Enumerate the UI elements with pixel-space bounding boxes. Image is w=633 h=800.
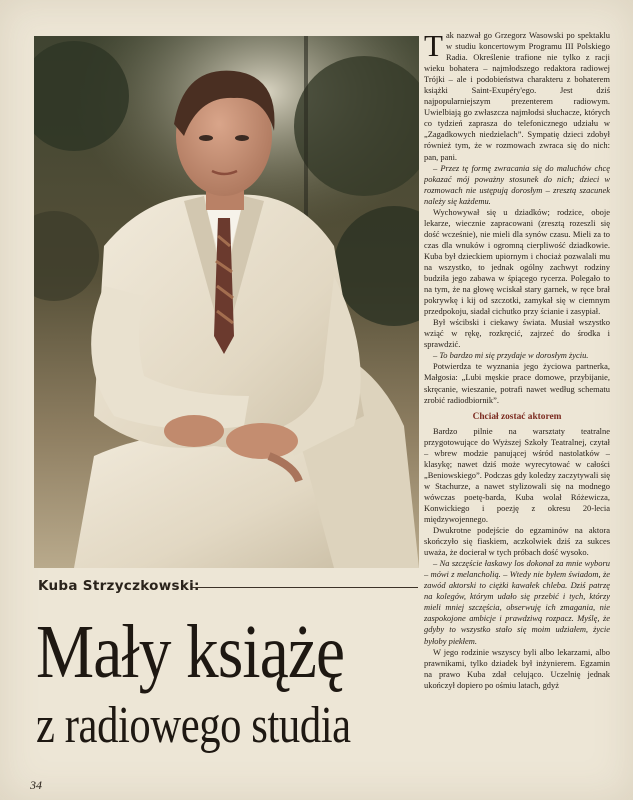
article-kicker: Kuba Strzyczkowski:: [38, 578, 200, 594]
paragraph-quote: – Na szczęście łaskawy los dokonał za mnie wyboru – mówi z melancholią. – Wtedy nie byłem świadom, że zawód aktorski to ciężki kawałek chleba. Dziś patrzę na kolegów, którym udało się przebić i tych, którzy mieli mniej szczęścia, obserwuję ich zmagania, nie zaspokojone ambicje i prawdziwą rozpacz. Myślę, że gdyby to wszystko stało się moim udziałem, życie byłoby piekłem.: [424, 558, 610, 646]
paragraph-quote: – To bardzo mi się przydaje w dorosłym życiu.: [433, 350, 589, 361]
paragraph-quote: – Przez tę formę zwracania się do maluchów chcę pokazać mój poważny stosunek do nich; dzieci w rozmowach nie ustępują dorosłym – zresztą szacunek należy się każdemu.: [424, 162, 610, 206]
paragraph: Dwukrotne podejście do egzaminów na aktora skończyło się fiaskiem, aczkolwiek dziś za sukces uważa, że docierał w tych próbach dość wysoko.: [424, 525, 610, 558]
paragraph: Potwierdza te wyznania jego życiowa partnerka, Małgosia: „Lubi męskie prace domowe, przybijanie, skręcanie, wieszanie, potrafi nawet według schematu zrobić radiodbiornik”.: [424, 361, 610, 405]
article-column: [424, 30, 610, 794]
headline-line-2: z radiowego studia: [36, 697, 351, 754]
kicker-rule: [192, 587, 418, 588]
paragraph-text: ak nazwał go Grzegorz Wasowski po spektaklu w studiu koncertowym Programu III Polskiego Radia. Określenie trafione nie tylko z racji wieku bohatera – najmłodszego redaktora radiowej Trójki – ale i podobieństwa charakteru z bohaterem książki Saint-Exupéry'ego. Jest dziś najpopularniejszym prezenterem radiowym. Uwielbiają go zwłaszcza najmłodsi słuchacze, których co tydzień zaprasza do telefonicznego udziału w „Zagadkowych niedzielach”. Sympatię dzieci zdobył również tym, że w rozmowach zwraca się do nich: pan, pani.: [424, 30, 610, 162]
dropcap: T: [424, 30, 443, 63]
portrait-photo: [34, 36, 419, 568]
paragraph-lead: [424, 30, 610, 163]
portrait-illustration: [34, 36, 419, 568]
headline-line-1: Mały książę: [36, 610, 345, 694]
page-number: 34: [30, 778, 42, 792]
section-subhead: Chciał zostać aktorem: [472, 411, 562, 422]
paragraph: Bardzo pilnie na warsztaty teatralne przygotowujące do Wyższej Szkoły Teatralnej, czytał – wbrew modzie panującej wśród nastolatków – klasykę; nawet dziś może wyrecytować w całości „Beniowskiego”. Podczas gdy koledzy zaczytywali się w Stachurze, a nawet stylizowali się na modnego wówczas poetę-barda, Kuba wolał Różewicza, Konwickiego i poezję z okresu 20-lecia międzywojennego.: [424, 425, 610, 525]
paragraph: W jego rodzinie wszyscy byli albo lekarzami, albo prawnikami, tylko dziadek był inżynierem. Egzamin na prawo Kuba zdał celująco. Uczelnię jednak ukończył dopiero po ośmiu latach, gdyż: [424, 646, 610, 690]
paragraph: Był wścibski i ciekawy świata. Musiał wszystko wziąć w rękę, rozkręcić, zajrzeć do środka i sprawdzić.: [424, 317, 610, 350]
paragraph: Wychowywał się u dziadków; rodzice, oboje lekarze, wiecznie zapracowani (zresztą rozeszli się dość wcześnie), nie mieli dla synów czasu. Mieli za to czas dla wnuków i ogromną cierpliwość dziadkowie. Kuba był dzieckiem upiornym i chociaż pozwalali mu na wszystko, to jednak ogólny zachwyt rodziny budziła jego zabawa w śpiącego rycerza. Polegało to na tym, że na głowę wciskał stary garnek, w ręce brał pokrywkę i kij od szczotki, zamykał się w ciemnym przedpokoju, siadał cichutko przy ścianie i zasypiał.: [424, 206, 610, 317]
